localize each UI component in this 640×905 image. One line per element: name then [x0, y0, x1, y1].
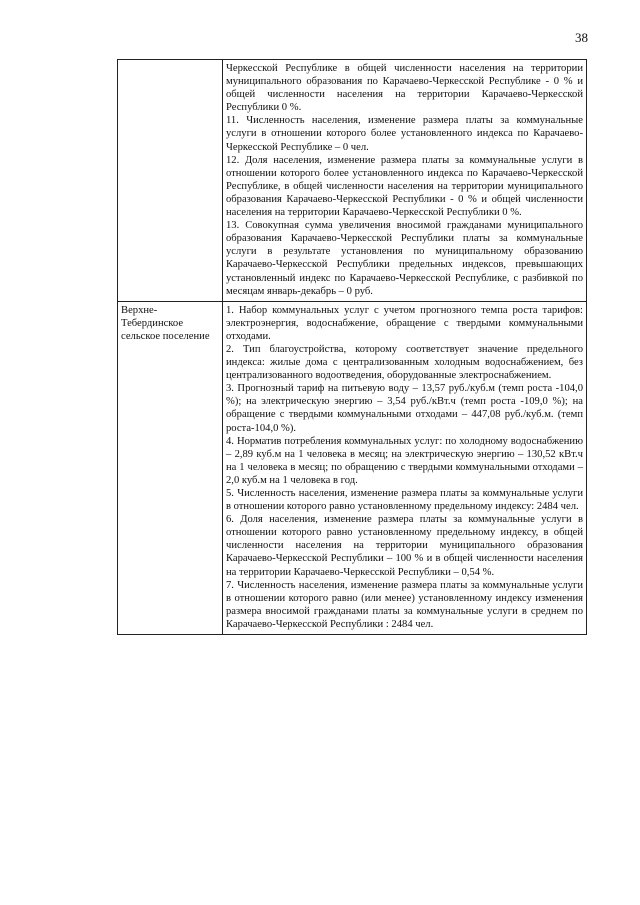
indicators-cell: [223, 301, 587, 634]
indicator-paragraph: 5. Численность населения, изменение размера платы за коммунальные услуги в отношении которого равно установленному предельному индексу: 2484 чел.: [226, 488, 583, 513]
municipality-cell: [118, 301, 223, 634]
indicator-paragraph: 12. Доля населения, изменение размера платы за коммунальные услуги в отношении которого более установленного индекса по Карачаево-Черкесской Республике, в общей численности населения на территории муниципального образования Карачаево-Черкесской Республики - 0 % и общей численности населения на территории Карачаево-Черкесской Республики 0 %.: [226, 154, 583, 219]
indicator-paragraph: 6. Доля населения, изменение размера платы за коммунальные услуги в отношении которого равно установленному предельному индексу, в общей численности населения на территории муниципального образования Карачаево-Черкесской Республики – 100 % и в общей численности населения на территории Карачаево-Черкесской Республики – 0,54 %.: [226, 514, 583, 578]
municipality-name: Верхне-Тебердинское сельское поселение: [121, 304, 210, 342]
table-row: [118, 60, 587, 302]
table-row: [118, 301, 587, 634]
municipality-cell: [118, 60, 223, 302]
indicator-paragraph: 11. Численность населения, изменение размера платы за коммунальные услуги в отношении которого более установленного индекса по Карачаево-Черкесской Республике – 0 чел.: [226, 115, 583, 153]
indicator-paragraph: 3. Прогнозный тариф на питьевую воду – 13,57 руб./куб.м (темп роста -104,0 %); на электрическую энергию – 3,54 руб./кВт.ч (темп роста -109,0 %); на обращение с твердыми коммунальными отходами – 447,08 руб./куб.м. (темп роста-104,0 %).: [226, 383, 583, 434]
indicator-paragraph: 2. Тип благоустройства, которому соответствует значение предельного индекса: жилые дома с централизованным холодным водоснабжением, без централизованного водоотведения, оборудованные электроснабжением.: [226, 343, 583, 382]
indicator-paragraph: 4. Норматив потребления коммунальных услуг: по холодному водоснабжению – 2,89 куб.м на 1 человека в месяц; на электрическую энергию – 130,52 кВт.ч на 1 человека в месяц; по обращению с твердыми коммунальными отходами – 2,0 куб.м на 1 человека в год.: [226, 435, 583, 486]
page-number: 38: [575, 30, 588, 45]
indicators-cell: [223, 60, 587, 302]
indicator-paragraph: Черкесской Республике в общей численности населения на территории муниципального образования по Карачаево-Черкесской Республике - 0 % и общей численности населения на территории Карачаево-Черкесской Республики 0 %.: [226, 63, 583, 114]
indicator-paragraph: 1. Набор коммунальных услуг с учетом прогнозного темпа роста тарифов: электроэнергия, водоснабжение, обращение с твердыми коммунальными отходами.: [226, 304, 583, 342]
indicator-paragraph: 13. Совокупная сумма увеличения вносимой гражданами муниципального образования Карачаево-Черкесской Республики платы за коммунальные услуги в результате установления по муниципальному образованию Карачаево-Черкесской Республики предельных индексов, превышающих установленный индекс по Карачаево-Черкесской Республике, с разбивкой по месяцам январь-декабрь – 0 руб.: [226, 220, 583, 297]
document-table: [117, 59, 587, 635]
indicator-paragraph: 7. Численность населения, изменение размера платы за коммунальные услуги в отношении которого равно (или менее) установленному индексу изменения размера вносимой гражданами платы за коммунальные услуги в среднем по Карачаево-Черкесской Республики : 2484 чел.: [226, 579, 583, 630]
